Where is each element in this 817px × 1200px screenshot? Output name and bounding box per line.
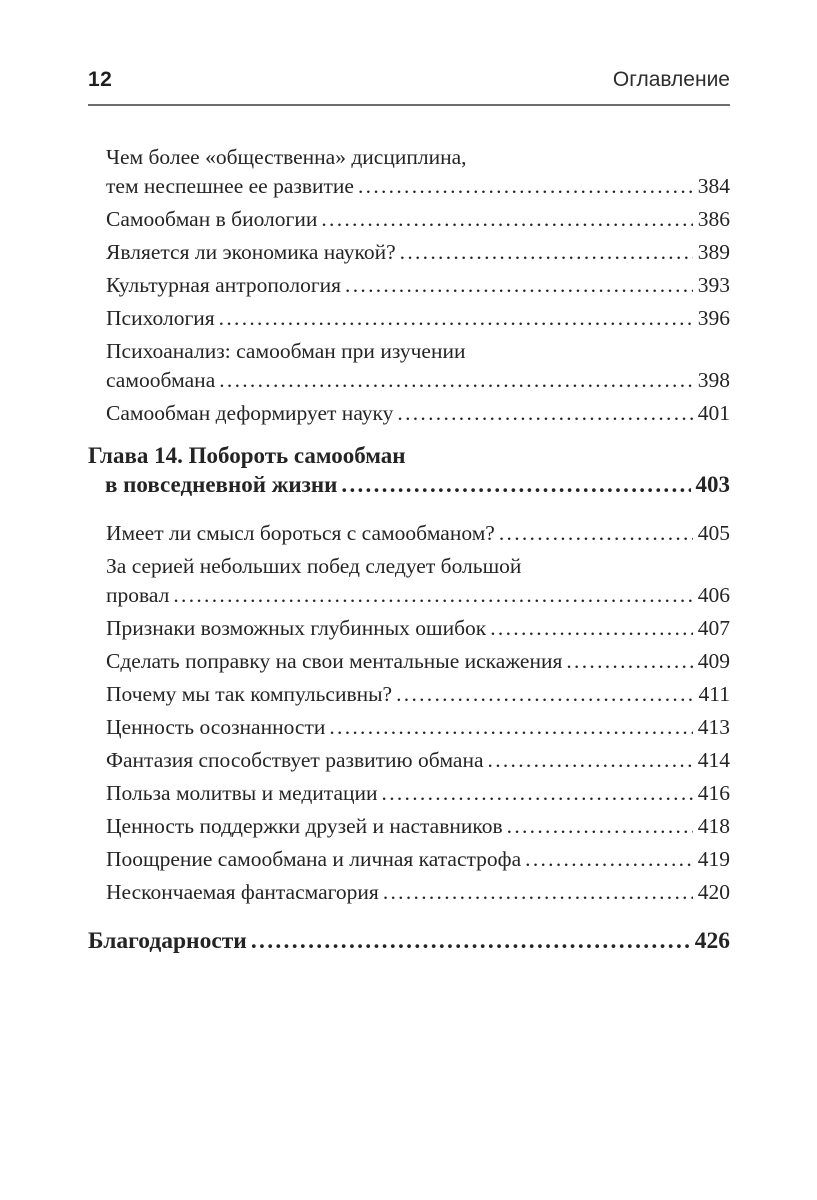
toc-entry-title: Является ли экономика наукой?: [106, 240, 396, 264]
toc-entry-title: Польза молитвы и медитации: [106, 781, 378, 805]
dot-leader: [488, 746, 693, 775]
toc-entry: [88, 519, 730, 548]
chapter-heading-title: в повседневной жизни: [105, 472, 338, 497]
toc-entry-title: Почему мы так компульсивны?: [106, 682, 393, 706]
dot-leader: [358, 172, 693, 201]
toc-entry: [88, 779, 730, 808]
page-ref: 406: [697, 583, 730, 607]
page-ref: 426: [694, 928, 730, 954]
toc-entry-title: Психология: [106, 306, 215, 330]
dot-leader: [566, 647, 692, 676]
toc-entry-title: Признаки возможных глубинных ошибок: [106, 616, 487, 640]
toc-entry-line: Психоанализ: самообман при изучении: [106, 339, 466, 363]
toc-entry-line: [106, 304, 730, 333]
toc-entry-title: Самообман в биологии: [106, 207, 318, 231]
toc-entry-line: [106, 172, 730, 201]
toc-entry: [88, 143, 730, 201]
dot-leader: [383, 878, 693, 907]
dot-leader: [251, 926, 690, 956]
dot-leader: [507, 812, 693, 841]
toc-entry: [88, 845, 730, 874]
toc-entry-title: Самообман деформирует науку: [106, 401, 394, 425]
toc-entry: [88, 713, 730, 742]
running-title: Оглавление: [612, 68, 730, 91]
page-ref: 389: [697, 240, 730, 264]
acknowledgements-entry: [88, 926, 730, 956]
dot-leader: [219, 366, 693, 395]
toc-entry-title: тем неспешнее ее развитие: [106, 174, 354, 198]
toc-entry-line: [106, 746, 730, 775]
page-header: [88, 67, 730, 93]
dot-leader: [219, 304, 693, 333]
dot-leader: [329, 713, 692, 742]
toc-entry: [88, 337, 730, 395]
toc-entry-line: [106, 271, 730, 300]
toc-entry-title: Сделать поправку на свои ментальные искажения: [106, 649, 563, 673]
toc-entry-title: провал: [106, 583, 170, 607]
page-ref: 418: [697, 814, 730, 838]
toc-entry-line: [88, 926, 730, 956]
table-of-contents: [88, 106, 730, 956]
toc-entry: [88, 746, 730, 775]
acknowledgements-title: Благодарности: [88, 928, 247, 954]
dot-leader: [499, 519, 693, 548]
toc-entry-title: Культурная антропология: [106, 273, 342, 297]
dot-leader: [321, 205, 692, 234]
toc-entry-line: За серией небольших побед следует большой: [106, 554, 522, 578]
toc-entry-line: [106, 614, 730, 643]
page-ref: 407: [697, 616, 730, 640]
toc-entry: [88, 680, 730, 709]
toc-entry-line: [106, 205, 730, 234]
dot-leader: [525, 845, 693, 874]
page-ref: 393: [697, 273, 730, 297]
toc-entry: [88, 238, 730, 267]
toc-entry: [88, 205, 730, 234]
dot-leader: [345, 271, 693, 300]
toc-entry-title: Поощрение самообмана и личная катастрофа: [106, 847, 522, 871]
toc-entry: [88, 399, 730, 428]
page-ref: 411: [698, 682, 730, 706]
page-number: 12: [88, 68, 113, 91]
page-ref: 409: [697, 649, 730, 673]
toc-entry: [88, 812, 730, 841]
toc-entry-title: Ценность осознанности: [106, 715, 326, 739]
toc-entry-line: [106, 647, 730, 676]
toc-entry-line: [106, 845, 730, 874]
page-ref: 405: [697, 521, 730, 545]
toc-entry-title: самообмана: [106, 368, 216, 392]
toc-entry-line: [106, 680, 730, 709]
toc-entry-title: Имеет ли смысл бороться с самообманом?: [106, 521, 495, 545]
toc-entry: [88, 878, 730, 907]
page-ref: 384: [697, 174, 730, 198]
dot-leader: [400, 238, 693, 267]
chapter-heading: [88, 441, 730, 499]
toc-entry-line: [106, 812, 730, 841]
chapter-heading-line: Глава 14. Побороть самообман: [88, 443, 406, 468]
toc-entry: [88, 552, 730, 610]
dot-leader: [341, 470, 690, 499]
page-ref: 416: [697, 781, 730, 805]
toc-entry-line: [106, 779, 730, 808]
page-ref: 414: [697, 748, 730, 772]
toc-entry-line: [106, 713, 730, 742]
dot-leader: [396, 680, 693, 709]
page-ref: 420: [697, 880, 730, 904]
toc-entry-line: [106, 581, 730, 610]
toc-entry-line: [106, 878, 730, 907]
toc-entry: [88, 271, 730, 300]
toc-entry: [88, 647, 730, 676]
dot-leader: [397, 399, 692, 428]
page-ref: 403: [695, 472, 730, 497]
page-ref: 401: [697, 401, 730, 425]
toc-entry-title: Фантазия способствует развитию обмана: [106, 748, 484, 772]
page-ref: 413: [697, 715, 730, 739]
dot-leader: [173, 581, 692, 610]
toc-entry: [88, 614, 730, 643]
page-ref: 386: [697, 207, 730, 231]
toc-entry-line: [106, 366, 730, 395]
toc-entry-line: [106, 399, 730, 428]
toc-entry: [88, 304, 730, 333]
toc-entry-title: Нескончаемая фантасмагория: [106, 880, 379, 904]
dot-leader: [490, 614, 693, 643]
dot-leader: [382, 779, 693, 808]
page-ref: 398: [697, 368, 730, 392]
toc-entry-line: Чем более «общественна» дисциплина,: [106, 145, 467, 169]
toc-entry-title: Ценность поддержки друзей и наставников: [106, 814, 503, 838]
toc-entry-line: [106, 519, 730, 548]
page-ref: 419: [697, 847, 730, 871]
chapter-heading-line: [88, 470, 730, 499]
toc-entry-line: [106, 238, 730, 267]
page-ref: 396: [697, 306, 730, 330]
